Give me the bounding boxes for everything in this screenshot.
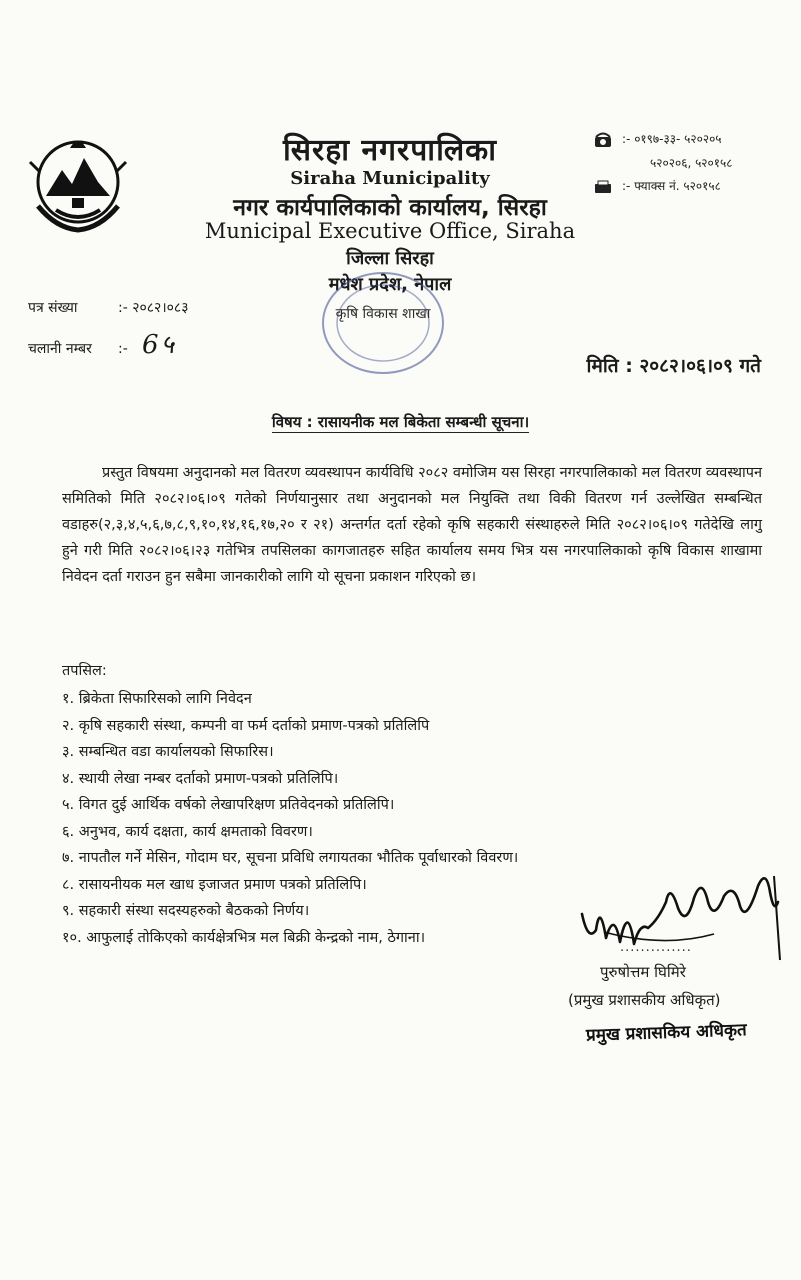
dispatch-number-row — [28, 325, 176, 361]
subject-text: विषय : रासायनीक मल बिकेता सम्बन्धी सूचना। — [271, 413, 530, 431]
designation-stamp: प्रमुख प्रशासकिय अधिकृत — [585, 1020, 747, 1046]
list-item: २. कृषि सहकारी संस्था, कम्पनी वा फर्म दर्ताको प्रमाण-पत्रको प्रतिलिपि — [62, 717, 430, 734]
dispatch-number-label: चलानी नम्बर — [28, 341, 92, 357]
office-seal-stamp — [318, 268, 448, 378]
office-name-nepali: नगर कार्यपालिकाको कार्यालय, सिरहा — [233, 195, 547, 221]
office-name-english: Municipal Executive Office, Siraha — [204, 219, 576, 243]
district-line: जिल्ला सिरहा — [346, 248, 434, 269]
phone-numbers-2: ५२०२०६, ५२०१५८ — [650, 156, 733, 170]
letter-date: मिति : २०८२।०६।०९ गते — [586, 355, 761, 377]
phone-numbers-1: :- ०१९७-३३- ५२०२०५ — [622, 132, 722, 146]
list-item: १०. आफुलाई तोकिएको कार्यक्षेत्रभित्र मल बिक्री केन्द्रको नाम, ठेगाना। — [62, 929, 426, 946]
list-item: ३. सम्बन्धित वडा कार्यालयको सिफारिस। — [62, 744, 274, 760]
signatory-name: पुरुषोत्तम घिमिरे — [600, 963, 686, 981]
province-line: मधेश प्रदेश, नेपाल — [328, 274, 452, 295]
signature-dots: .............. — [620, 940, 692, 955]
dispatch-number-value: 6५ — [142, 330, 177, 360]
fax-icon — [594, 180, 612, 194]
nepal-emblem-icon — [26, 126, 130, 234]
telephone-icon — [594, 132, 612, 148]
list-item: ६. अनुभव, कार्य दक्षता, कार्य क्षमताको विवरण। — [62, 823, 313, 840]
fax-line — [594, 177, 721, 194]
list-item: १. ब्रिकेता सिफारिसको लागि निवेदन — [62, 691, 252, 707]
letter-number-label: पत्र संख्या — [28, 300, 78, 316]
municipality-name-nepali: सिरहा नगरपालिका — [282, 133, 497, 168]
svg-text:कृषि विकास शाखा: कृषि विकास शाखा — [335, 306, 431, 322]
fax-number: :- फ्याक्स नं. ५२०१५८ — [622, 179, 721, 193]
letter-number-value: :- २०८२।०८३ — [118, 300, 189, 316]
handwritten-signature — [574, 862, 784, 972]
subject-line — [0, 412, 801, 432]
list-item: ४. स्थायी लेखा नम्बर दर्ताको प्रमाण-पत्रको प्रतिलिपि। — [62, 770, 339, 787]
attachments-title: तपसिल: — [62, 663, 107, 679]
dispatch-number-separator: :- — [118, 341, 128, 357]
phone-line — [594, 130, 722, 148]
list-item: ७. नापतौल गर्ने मेसिन, गोदाम घर, सूचना प्रविधि लगायतका भौतिक पूर्वाधारको विवरण। — [62, 850, 519, 866]
notice-body: प्रस्तुत विषयमा अनुदानको मल वितरण व्यवस्थापन कार्यविधि २०८२ वमोजिम यस सिरहा नगरपालिकाको मल वितरण व्यवस्थापन समितिको मिति २०८२।०६।०९ गतेको निर्णयानुसार तथा अनुदानको मल नियुक्ति तथा विकी वितरण गर्न उल्लेखित सम्बन्धित वडाहरु(२,३,४,५,६,७,८,९,१०,१४,१६,१७,२० र २१) अन्तर्गत दर्ता रहेको कृषि सहकारी संस्थाहरुले मिति २०८२।०६।०९ गतेदेखि लागु हुने गरी मिति २०८२।०६।२३ गतेभित्र तपसिलका कागजातहरु सहित कार्यालय समय भित्र यस नगरपालिकाको कृषि विकास शाखामा निवेदन दर्ता गराउन हुन सबैमा जानकारीको लागि यो सूचना प्रकाशन गरिएको छ। — [62, 465, 762, 585]
list-item: ८. रासायनीयक मल खाध इजाजत प्रमाण पत्रको प्रतिलिपि। — [62, 876, 367, 893]
letter-number-row — [28, 298, 189, 317]
signatory-title: (प्रमुख प्रशासकीय अधिकृत) — [568, 991, 721, 1009]
list-item: ५. विगत दुई आर्थिक वर्षको लेखापरिक्षण प्रतिवेदनको प्रतिलिपि। — [62, 797, 395, 813]
list-item: ९. सहकारी संस्था सदस्यहरुको बैठकको निर्णय। — [62, 903, 310, 919]
municipality-name-english: Siraha Municipality — [290, 168, 490, 189]
